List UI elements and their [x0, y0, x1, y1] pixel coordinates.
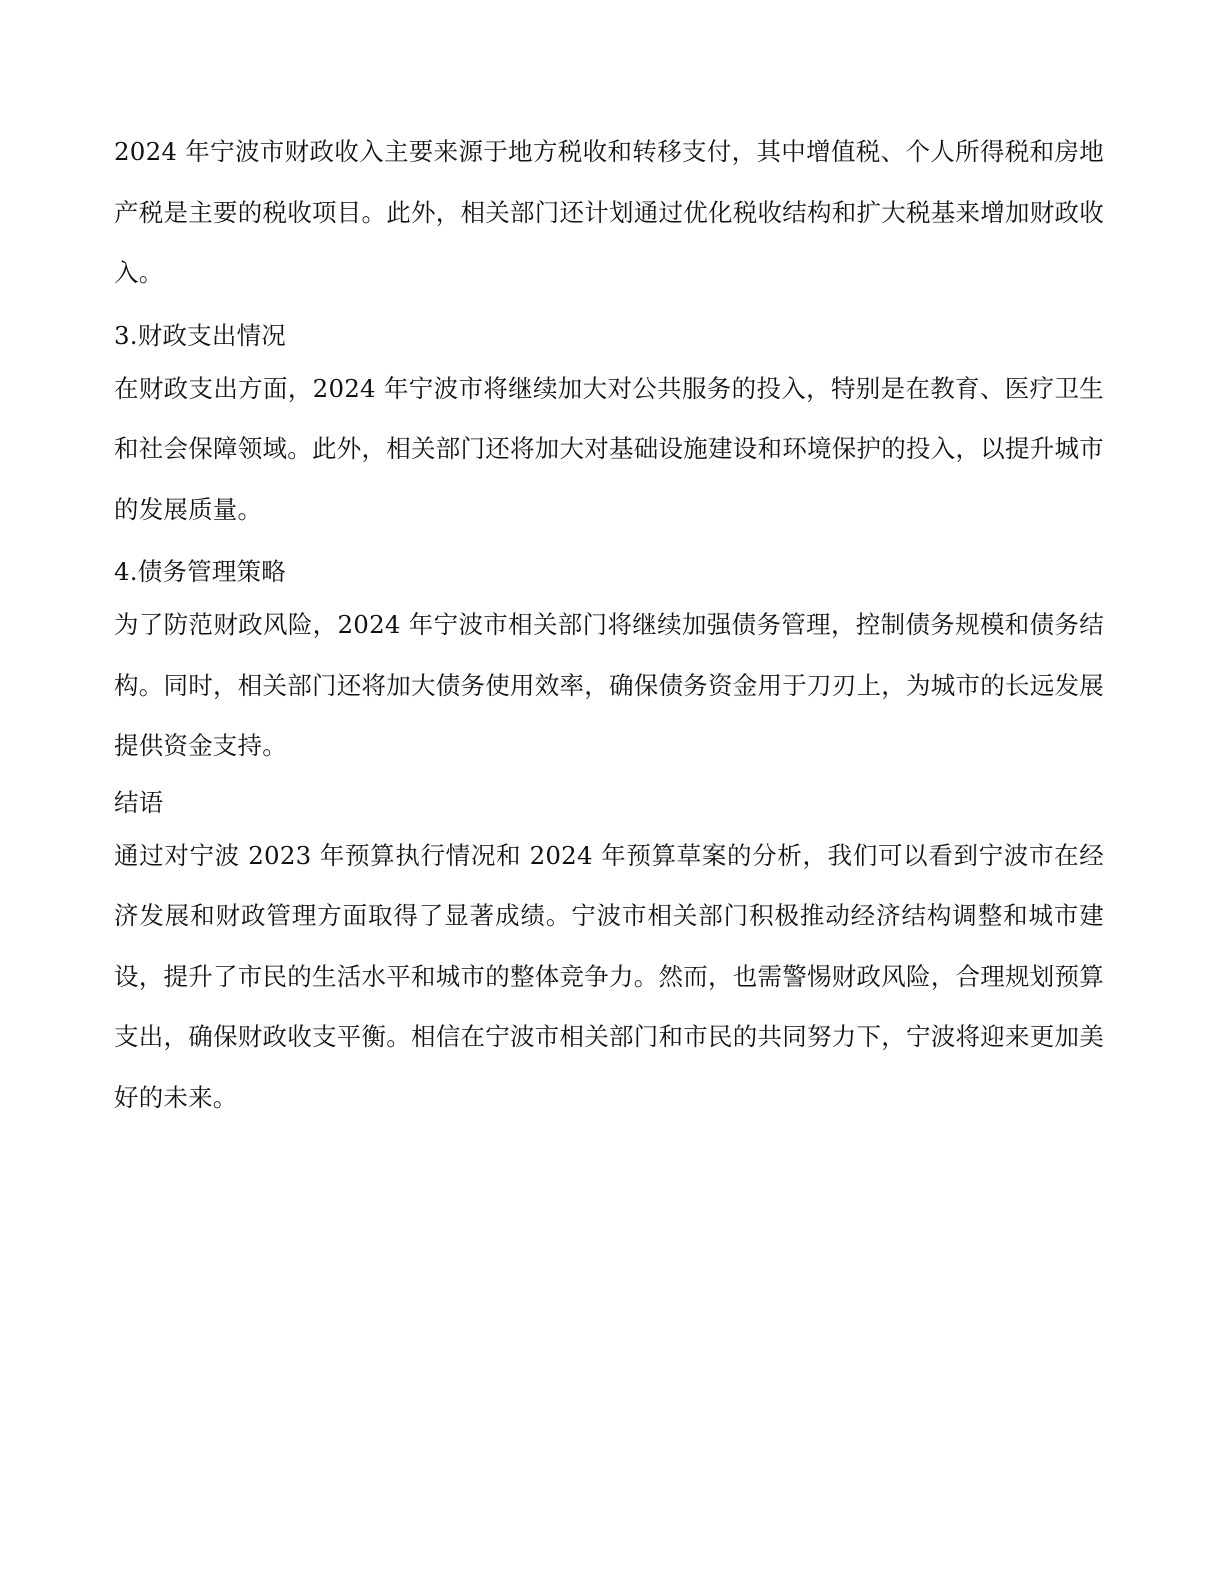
section-heading-expenditure: 3.财政支出情况	[114, 320, 286, 350]
section-heading-debt-management: 4.债务管理策略	[114, 557, 286, 586]
paragraph-debt-management: 为了防范财政风险，2024 年宁波市相关部门将继续加强债务管理，控制债务规模和债务结构。同时，相关部门还将加大债务使用效率，确保债务资金用于刀刃上，为城市的长远发展提供资金支持。	[114, 610, 1104, 760]
paragraph-conclusion: 通过对宁波 2023 年预算执行情况和 2024 年预算草案的分析，我们可以看到宁波市在经济发展和财政管理方面取得了显著成绩。宁波市相关部门积极推动经济结构调整和城市建设，提升了市民的生活水平和城市的整体竞争力。然而，也需警惕财政风险，合理规划预算支出，确保财政收支平衡。相信在宁波市相关部门和市民的共同努力下，宁波将迎来更加美好的未来。	[114, 840, 1104, 1112]
section-heading-conclusion: 结语	[114, 787, 164, 817]
paragraph-revenue-sources: 2024 年宁波市财政收入主要来源于地方税收和转移支付，其中增值税、个人所得税和房地产税是主要的税收项目。此外，相关部门还计划通过优化税收结构和扩大税基来增加财政收入。	[114, 137, 1104, 287]
paragraph-expenditure: 在财政支出方面，2024 年宁波市将继续加大对公共服务的投入，特别是在教育、医疗卫生和社会保障领域。此外，相关部门还将加大对基础设施建设和环境保护的投入，以提升城市的发展质量。	[114, 373, 1104, 524]
document-body	[114, 122, 1104, 1128]
